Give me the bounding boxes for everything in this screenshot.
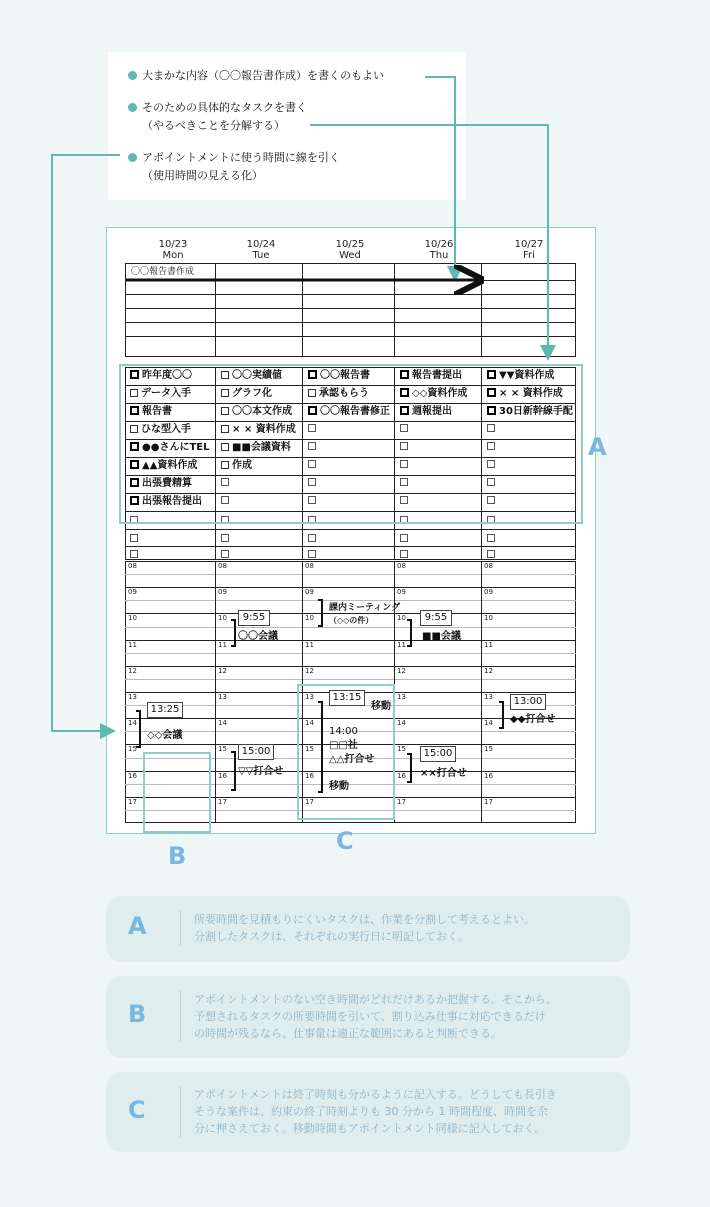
appointment-company[interactable]: □□社 [329, 740, 358, 751]
hour-label: 15 [305, 745, 314, 754]
task-item[interactable]: ▲▲資料作成 [130, 460, 197, 472]
appointment-label[interactable]: ▽▽打合せ [238, 766, 284, 777]
hour-label: 08 [484, 562, 493, 570]
task-item[interactable]: 週報提出 [400, 406, 452, 418]
hour-label: 15 [218, 745, 227, 754]
appointment-start-time[interactable]: 15:00 [238, 744, 274, 760]
appointment-label[interactable]: ◇◇会議 [147, 730, 183, 741]
appointment-label[interactable]: ◆◆打合せ [510, 714, 556, 725]
appointment-sub-label: （◇◇の件） [329, 616, 374, 625]
hour-label: 15 [397, 745, 406, 754]
hour-label: 14 [305, 719, 314, 728]
hour-label: 10 [305, 614, 314, 623]
task-item[interactable]: ▼▼資料作成 [487, 370, 554, 382]
hour-label: 14 [128, 719, 137, 728]
hour-label: 09 [484, 588, 493, 597]
hour-label: 11 [218, 640, 227, 649]
hour-label: 16 [397, 771, 406, 780]
hour-label: 12 [305, 666, 314, 675]
day-header-wed: 10/25 Wed [335, 239, 365, 261]
hour-label: 16 [305, 771, 314, 780]
hour-label: 11 [305, 640, 314, 649]
day-header-mon: 10/23 Mon [158, 239, 188, 261]
appointment-start-time[interactable]: 15:00 [420, 746, 456, 762]
hour-label: 17 [218, 797, 227, 806]
hour-label: 12 [484, 666, 493, 675]
hour-label: 17 [397, 797, 406, 806]
hour-label: 11 [484, 640, 493, 649]
hour-label: 10 [218, 614, 227, 623]
task-item[interactable]: 報告書 [130, 406, 172, 418]
appointment-label[interactable]: ××打合せ [420, 768, 467, 779]
day-header-fri: 10/27 Fri [514, 239, 544, 261]
marker-c: C [336, 827, 354, 855]
arrow-tasks [310, 125, 548, 357]
appointment-label[interactable]: △△打合せ [329, 754, 375, 765]
card-a-text: 所要時間を見積もりにくいタスクは、作業を分割して考えるとよい。 分割したタスクは、それぞれの実行日に明記しておく。 [194, 913, 535, 943]
task-item[interactable]: 報告書提出 [400, 370, 462, 382]
hour-label: 08 [218, 562, 227, 570]
task-item[interactable]: × × 資料作成 [487, 388, 563, 400]
hour-label: 16 [128, 771, 137, 780]
hour-label: 15 [128, 745, 137, 754]
hour-label: 12 [128, 666, 137, 675]
hour-label: 14 [218, 719, 227, 728]
hour-label: 09 [128, 588, 137, 597]
hour-label: 13 [305, 693, 314, 701]
hour-label: 13 [218, 693, 227, 701]
task-item[interactable]: × × 資料作成 [221, 424, 296, 436]
explanation-card-a: A 所要時間を見積もりにくいタスクは、作業を分割して考えるとよい。 分割したタスクは、それぞれの実行日に明記しておく。 [106, 896, 630, 962]
hour-label: 08 [397, 562, 406, 570]
hour-label: 10 [128, 614, 137, 623]
hour-label: 09 [218, 588, 227, 597]
appointment-start-time[interactable]: 13:25 [147, 702, 183, 718]
day-header-tue: 10/24 Tue [246, 239, 276, 261]
hour-label: 12 [397, 666, 406, 675]
hour-label: 13 [397, 693, 406, 701]
hour-label: 12 [218, 666, 227, 675]
note-appointments-sub: （使用時間の見える化） [142, 169, 263, 182]
task-item[interactable]: 30日新幹線手配 [487, 406, 573, 418]
hour-label: 11 [397, 640, 406, 649]
task-item[interactable]: 〇〇実績値 [221, 370, 282, 382]
task-item[interactable]: 出張費精算 [130, 478, 192, 490]
appointment-start-time[interactable]: 9:55 [238, 610, 270, 626]
hour-label: 13 [128, 693, 137, 701]
hour-label: 09 [305, 588, 314, 597]
note-appointments-text: アポイントメントに使う時間に線を引く [142, 151, 340, 164]
appointment-label[interactable]: ■■会議 [422, 631, 461, 642]
task-item[interactable]: 承認もらう [308, 388, 369, 400]
hour-label: 08 [128, 562, 137, 570]
appointment-time-label: 14:00 [329, 726, 358, 737]
hour-label: 10 [484, 614, 493, 623]
overview-label: 〇〇報告書作成 [131, 267, 195, 277]
appointment-start-time[interactable]: 9:55 [420, 610, 452, 626]
hour-label: 14 [484, 719, 493, 728]
task-item[interactable]: 〇〇本文作成 [221, 406, 292, 418]
marker-a: A [588, 433, 607, 461]
hour-label: 11 [128, 640, 137, 649]
task-item[interactable]: 〇〇報告書 [308, 370, 370, 382]
hour-label: 09 [397, 588, 406, 597]
travel-label[interactable]: 移動 [371, 701, 391, 712]
arrow-appointments [52, 155, 120, 731]
note-overview-text: 大まかな内容（〇〇報告書作成）を書くのもよい [142, 69, 384, 82]
note-tasks-sub: （やるべきことを分解する） [142, 119, 285, 132]
task-item[interactable]: 昨年度〇〇 [130, 370, 192, 382]
hour-label: 17 [305, 797, 314, 806]
task-item[interactable]: 作成 [221, 460, 252, 472]
hour-label: 17 [128, 797, 137, 806]
hour-label: 13 [484, 693, 493, 701]
task-item[interactable]: 〇〇報告書修正 [308, 406, 390, 418]
task-item[interactable]: データ入手 [130, 388, 191, 400]
hour-label: 16 [218, 771, 227, 780]
task-item[interactable]: ◇◇資料作成 [400, 388, 467, 400]
appointment-label[interactable]: 課内ミーティング [329, 603, 401, 613]
task-item[interactable]: 出張報告提出 [130, 496, 202, 508]
card-c-text: アポイントメントは終了時刻も分かるように記入する。どうしても長引き そうな案件は、約束の終了時刻よりも 30 分から 1 時間程度、時間を余 分に押さえておく。移動時間もアポイントメント同様に記入しておく。 [194, 1088, 557, 1135]
hour-label: 15 [484, 745, 493, 754]
hour-label: 14 [397, 719, 406, 728]
task-item[interactable]: ひな型入手 [130, 424, 191, 436]
card-b-text: アポイントメントのない空き時間がどれだけあるか把握する。そこから、 予想されるタスクの所要時間を引いて、割り込み仕事に対応できるだけ の時間が残るなら、仕事量は適正な範囲にあると判断できる。 [194, 993, 557, 1040]
task-item[interactable]: ●●さんにTEL [130, 442, 209, 454]
task-item[interactable]: グラフ化 [221, 388, 272, 400]
marker-b: B [168, 842, 187, 870]
appointment-label[interactable]: 〇〇会議 [238, 631, 278, 642]
hour-label: 10 [397, 614, 406, 623]
hour-label: 17 [484, 797, 493, 806]
hour-label: 08 [305, 562, 314, 570]
explanation-card-b: B アポイントメントのない空き時間がどれだけあるか把握する。そこから、 予想されるタスクの所要時間を引いて、割り込み仕事に対応できるだけ の時間が残るなら、仕事量は適正な範囲にあると判断できる。 [106, 976, 630, 1058]
task-item[interactable]: ■■会議資料 [221, 442, 291, 454]
arrow-overview [425, 77, 455, 278]
day-header-thu: 10/26 Thu [424, 239, 454, 261]
hour-label: 16 [484, 771, 493, 780]
appointment-start-time[interactable]: 13:15 [329, 690, 365, 706]
appointment-start-time[interactable]: 13:00 [510, 694, 546, 710]
explanation-card-c: C アポイントメントは終了時刻も分かるように記入する。どうしても長引き そうな案件は、約束の終了時刻よりも 30 分から 1 時間程度、時間を余 分に押さえておく。移動時間もアポイントメント同様に記入しておく。 [106, 1072, 630, 1152]
travel-label[interactable]: 移動 [329, 781, 349, 792]
note-tasks-text: そのための具体的なタスクを書く [142, 101, 307, 114]
